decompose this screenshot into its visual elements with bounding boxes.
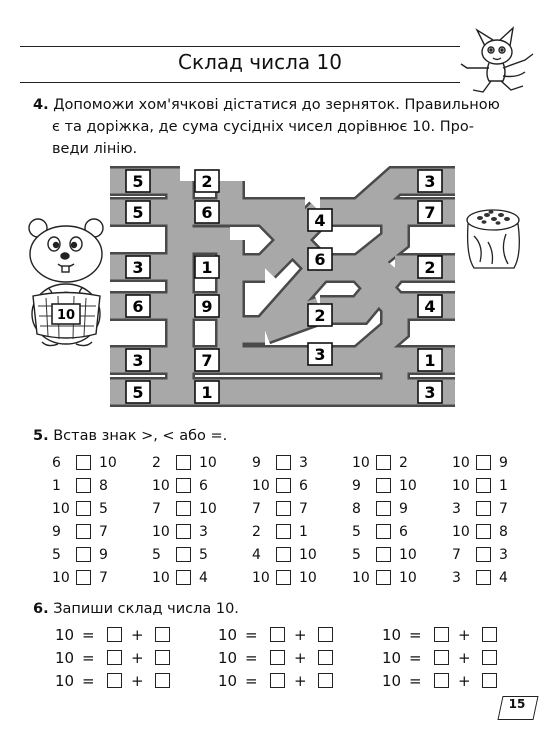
task6-text: Запиши склад числа 10. bbox=[53, 601, 239, 617]
maze-number: 5 bbox=[132, 203, 144, 222]
compare-left: 10 bbox=[152, 478, 170, 494]
addend-box-2[interactable] bbox=[155, 650, 170, 665]
compare-right: 9 bbox=[499, 455, 508, 471]
addend-box-1[interactable] bbox=[270, 627, 285, 642]
equals-sign: = bbox=[82, 626, 95, 644]
plus-sign: + bbox=[294, 626, 307, 644]
addend-box-1[interactable] bbox=[434, 673, 449, 688]
compare-answer-box[interactable] bbox=[276, 501, 291, 516]
task5-instructions bbox=[33, 425, 227, 447]
compare-left: 10 bbox=[452, 455, 470, 471]
compare-answer-box[interactable] bbox=[476, 570, 491, 585]
equals-sign: = bbox=[409, 672, 422, 690]
compare-right: 10 bbox=[199, 455, 217, 471]
compare-right: 3 bbox=[299, 455, 308, 471]
equals-sign: = bbox=[245, 649, 258, 667]
compare-right: 8 bbox=[499, 524, 508, 540]
compare-right: 1 bbox=[499, 478, 508, 494]
compare-left: 2 bbox=[152, 455, 161, 471]
addend-box-2[interactable] bbox=[318, 673, 333, 688]
compare-answer-box[interactable] bbox=[76, 524, 91, 539]
equation-left: 10 bbox=[382, 626, 402, 644]
addend-box-2[interactable] bbox=[318, 650, 333, 665]
compare-left: 10 bbox=[452, 524, 470, 540]
compare-left: 10 bbox=[252, 570, 270, 586]
plus-sign: + bbox=[458, 649, 471, 667]
compare-right: 7 bbox=[299, 501, 308, 517]
compare-right: 4 bbox=[499, 570, 508, 586]
task6-instructions bbox=[33, 598, 239, 620]
compare-answer-box[interactable] bbox=[176, 478, 191, 493]
equals-sign: = bbox=[409, 626, 422, 644]
compare-left: 4 bbox=[252, 547, 261, 563]
plus-sign: + bbox=[458, 672, 471, 690]
addend-box-2[interactable] bbox=[482, 627, 497, 642]
compare-answer-box[interactable] bbox=[376, 547, 391, 562]
maze-number: 2 bbox=[201, 172, 213, 191]
compare-right: 9 bbox=[399, 501, 408, 517]
equation-left: 10 bbox=[218, 626, 238, 644]
compare-left: 3 bbox=[452, 501, 461, 517]
compare-left: 10 bbox=[152, 570, 170, 586]
compare-right: 10 bbox=[399, 570, 417, 586]
addend-box-1[interactable] bbox=[107, 627, 122, 642]
compare-left: 5 bbox=[352, 524, 361, 540]
compare-answer-box[interactable] bbox=[476, 547, 491, 562]
compare-right: 10 bbox=[299, 570, 317, 586]
equals-sign: = bbox=[82, 649, 95, 667]
compare-left: 10 bbox=[52, 570, 70, 586]
compare-answer-box[interactable] bbox=[176, 524, 191, 539]
compare-left: 10 bbox=[352, 455, 370, 471]
plus-sign: + bbox=[131, 626, 144, 644]
addend-box-1[interactable] bbox=[107, 673, 122, 688]
equation-left: 10 bbox=[382, 649, 402, 667]
compare-right: 7 bbox=[99, 570, 108, 586]
addend-box-1[interactable] bbox=[270, 650, 285, 665]
maze-number: 6 bbox=[201, 203, 213, 222]
compare-left: 8 bbox=[352, 501, 361, 517]
equation-left: 10 bbox=[55, 626, 75, 644]
addend-box-1[interactable] bbox=[107, 650, 122, 665]
compare-answer-box[interactable] bbox=[476, 501, 491, 516]
maze-number: 6 bbox=[314, 250, 326, 269]
compare-right: 10 bbox=[399, 547, 417, 563]
compare-left: 10 bbox=[152, 524, 170, 540]
maze-number: 7 bbox=[201, 351, 213, 370]
equation-left: 10 bbox=[218, 649, 238, 667]
compare-right: 2 bbox=[399, 455, 408, 471]
compare-left: 10 bbox=[252, 478, 270, 494]
addend-box-1[interactable] bbox=[270, 673, 285, 688]
compare-answer-box[interactable] bbox=[276, 547, 291, 562]
task4-number: 4. bbox=[33, 97, 49, 113]
compare-answer-box[interactable] bbox=[376, 524, 391, 539]
compare-answer-box[interactable] bbox=[476, 524, 491, 539]
compare-right: 5 bbox=[99, 501, 108, 517]
compare-left: 5 bbox=[52, 547, 61, 563]
maze-number: 5 bbox=[132, 383, 144, 402]
compare-right: 10 bbox=[199, 501, 217, 517]
equation-left: 10 bbox=[218, 672, 238, 690]
compare-right: 1 bbox=[299, 524, 308, 540]
addend-box-2[interactable] bbox=[482, 650, 497, 665]
maze-number: 7 bbox=[424, 203, 436, 222]
compare-answer-box[interactable] bbox=[276, 478, 291, 493]
task4-line-3: веди лінію. bbox=[52, 141, 138, 157]
equation-left: 10 bbox=[55, 672, 75, 690]
page-title: Склад числа 10 bbox=[178, 50, 342, 74]
compare-left: 9 bbox=[252, 455, 261, 471]
compare-right: 8 bbox=[99, 478, 108, 494]
compare-left: 7 bbox=[152, 501, 161, 517]
maze-number: 3 bbox=[424, 172, 436, 191]
compare-left: 9 bbox=[352, 478, 361, 494]
task4-line-2: є та доріжка, де сума сусідніх чисел дорівнює 10. Про- bbox=[52, 119, 474, 135]
compare-right: 4 bbox=[199, 570, 208, 586]
maze-number: 4 bbox=[314, 211, 326, 230]
basket-label: 10 bbox=[56, 308, 76, 323]
equals-sign: = bbox=[82, 672, 95, 690]
compare-right: 7 bbox=[99, 524, 108, 540]
maze-number: 3 bbox=[132, 351, 144, 370]
task5-text: Встав знак >, < або =. bbox=[53, 428, 228, 444]
maze-number: 4 bbox=[424, 297, 436, 316]
equals-sign: = bbox=[409, 649, 422, 667]
compare-left: 5 bbox=[152, 547, 161, 563]
compare-answer-box[interactable] bbox=[176, 547, 191, 562]
maze-number: 6 bbox=[132, 297, 144, 316]
maze-roads bbox=[110, 181, 455, 392]
compare-right: 6 bbox=[399, 524, 408, 540]
equation-left: 10 bbox=[382, 672, 402, 690]
compare-right: 10 bbox=[299, 547, 317, 563]
compare-left: 6 bbox=[52, 455, 61, 471]
compare-answer-box[interactable] bbox=[176, 501, 191, 516]
plus-sign: + bbox=[131, 672, 144, 690]
compare-answer-box[interactable] bbox=[376, 478, 391, 493]
maze-number: 1 bbox=[201, 383, 213, 402]
compare-left: 7 bbox=[252, 501, 261, 517]
compare-answer-box[interactable] bbox=[476, 478, 491, 493]
addend-box-2[interactable] bbox=[155, 673, 170, 688]
maze-number: 2 bbox=[314, 306, 326, 325]
addend-box-1[interactable] bbox=[434, 627, 449, 642]
compare-right: 10 bbox=[99, 455, 117, 471]
compare-answer-box[interactable] bbox=[76, 570, 91, 585]
compare-answer-box[interactable] bbox=[276, 455, 291, 470]
plus-sign: + bbox=[294, 649, 307, 667]
compare-left: 1 bbox=[52, 478, 61, 494]
maze-number: 9 bbox=[201, 297, 213, 316]
compare-answer-box[interactable] bbox=[376, 501, 391, 516]
maze-number: 3 bbox=[424, 383, 436, 402]
compare-right: 10 bbox=[399, 478, 417, 494]
plus-sign: + bbox=[458, 626, 471, 644]
addend-box-2[interactable] bbox=[155, 627, 170, 642]
maze-number: 3 bbox=[314, 345, 326, 364]
maze-number: 1 bbox=[201, 258, 213, 277]
plus-sign: + bbox=[294, 672, 307, 690]
compare-right: 3 bbox=[499, 547, 508, 563]
compare-left: 10 bbox=[52, 501, 70, 517]
compare-left: 10 bbox=[352, 570, 370, 586]
equation-left: 10 bbox=[55, 649, 75, 667]
addend-box-1[interactable] bbox=[434, 650, 449, 665]
compare-answer-box[interactable] bbox=[76, 455, 91, 470]
compare-right: 5 bbox=[199, 547, 208, 563]
compare-right: 7 bbox=[499, 501, 508, 517]
maze-number: 5 bbox=[132, 172, 144, 191]
compare-right: 6 bbox=[199, 478, 208, 494]
compare-left: 7 bbox=[452, 547, 461, 563]
compare-answer-box[interactable] bbox=[176, 455, 191, 470]
maze-number: 2 bbox=[424, 258, 436, 277]
plus-sign: + bbox=[131, 649, 144, 667]
equals-sign: = bbox=[245, 672, 258, 690]
compare-right: 9 bbox=[99, 547, 108, 563]
compare-right: 3 bbox=[199, 524, 208, 540]
addend-box-2[interactable] bbox=[318, 627, 333, 642]
compare-answer-box[interactable] bbox=[376, 455, 391, 470]
compare-answer-box[interactable] bbox=[376, 570, 391, 585]
task5-number: 5. bbox=[33, 428, 49, 444]
equals-sign: = bbox=[245, 626, 258, 644]
maze-number: 1 bbox=[424, 351, 436, 370]
compare-answer-box[interactable] bbox=[276, 570, 291, 585]
compare-answer-box[interactable] bbox=[76, 547, 91, 562]
compare-answer-box[interactable] bbox=[176, 570, 191, 585]
compare-answer-box[interactable] bbox=[76, 501, 91, 516]
compare-answer-box[interactable] bbox=[276, 524, 291, 539]
compare-answer-box[interactable] bbox=[476, 455, 491, 470]
maze-number: 3 bbox=[132, 258, 144, 277]
compare-left: 9 bbox=[52, 524, 61, 540]
compare-left: 2 bbox=[252, 524, 261, 540]
addend-box-2[interactable] bbox=[482, 673, 497, 688]
task4-line-1: Допоможи хом'ячкові дістатися до зерняток. Правильною bbox=[53, 97, 500, 113]
page-number: 15 bbox=[508, 697, 526, 711]
task6-number: 6. bbox=[33, 601, 49, 617]
compare-left: 10 bbox=[452, 478, 470, 494]
compare-left: 5 bbox=[352, 547, 361, 563]
compare-answer-box[interactable] bbox=[76, 478, 91, 493]
compare-right: 6 bbox=[299, 478, 308, 494]
compare-left: 3 bbox=[452, 570, 461, 586]
